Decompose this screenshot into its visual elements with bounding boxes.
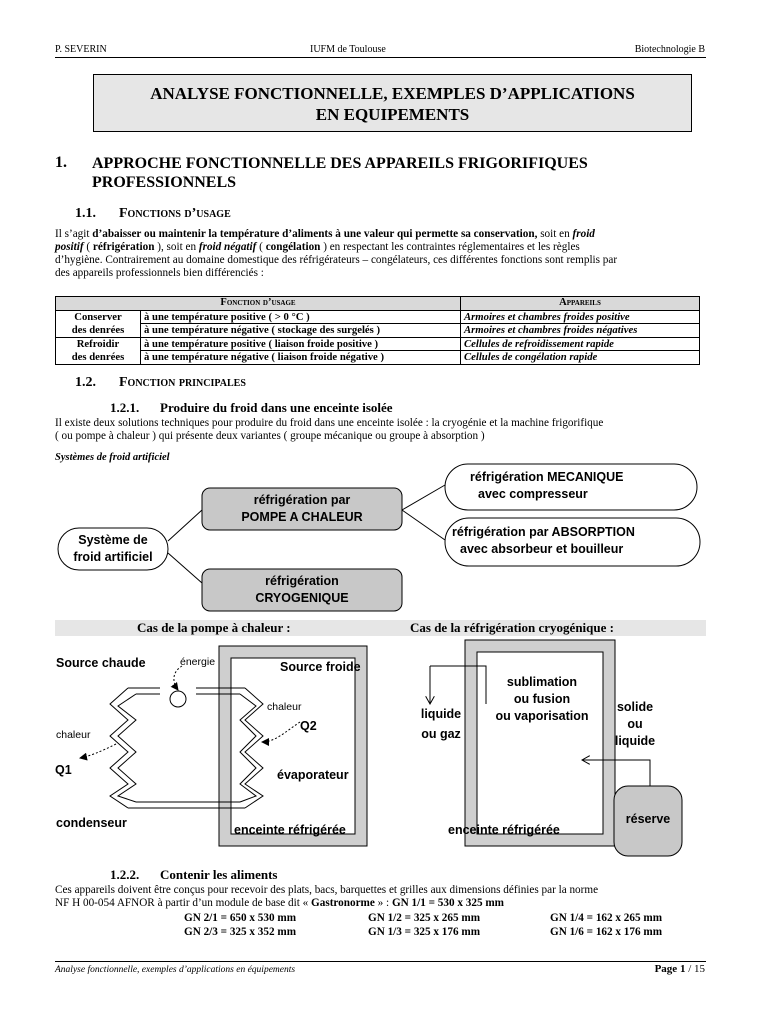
table-row-function: à une température négative ( stockage des surgelés ) xyxy=(141,324,461,338)
label-energie: énergie xyxy=(180,656,216,668)
diagram-caption: Systèmes de froid artificiel xyxy=(55,452,170,463)
text: des appareils professionnels bien différenciés : xyxy=(55,267,264,279)
label-enceinte-heat-pump: enceinte réfrigérée xyxy=(234,823,346,837)
table-header-devices: Appareils xyxy=(461,297,700,311)
label-chaleur-right: chaleur xyxy=(267,701,302,713)
root-node-line-2: froid artificiel xyxy=(73,550,153,564)
energy-arrow xyxy=(174,666,182,690)
compressor-icon xyxy=(170,691,186,707)
gn-size: GN 1/4 = 162 x 265 mm xyxy=(550,912,663,924)
table-row-label: des denrées xyxy=(56,351,141,365)
label-condenseur: condenseur xyxy=(56,816,127,830)
header-author: P. SEVERIN xyxy=(55,44,107,55)
absorption-node-line-1: réfrigération par ABSORPTION xyxy=(452,525,635,539)
heat-pump-node-line-2: POMPE A CHALEUR xyxy=(241,510,363,524)
gn-size: GN 1/2 = 325 x 265 mm xyxy=(368,912,481,924)
text: » : xyxy=(374,897,392,909)
cryogenic-node-line-1: réfrigération xyxy=(265,574,339,588)
text: Il existe deux solutions techniques pour produire du froid dans une enceinte isolée : la cryogénie et la machine frigorifique xyxy=(55,417,604,429)
label-source-chaude: Source chaude xyxy=(56,656,146,670)
section122-title: Contenir les aliments xyxy=(160,867,278,882)
footer-page-total: / 15 xyxy=(685,963,705,975)
heat-pump-enclosure-inner xyxy=(231,658,355,834)
label-solide-liquide-line-3: liquide xyxy=(614,734,656,748)
section1-title-line-2: PROFESSIONNELS xyxy=(92,174,237,191)
footer-rule xyxy=(55,961,706,962)
table-row-function: à une température positive ( liaison froide positive ) xyxy=(141,337,461,351)
section12-title: Fonction principales xyxy=(119,375,246,390)
text-bold: GN 1/1 = 530 x 325 mm xyxy=(391,897,504,909)
footer-page xyxy=(655,963,705,975)
text-bold: Gastronorme xyxy=(311,897,375,909)
text-bold-italic: positif xyxy=(55,241,84,253)
header-subject: Biotechnologie B xyxy=(634,44,705,55)
text: Ces appareils doivent être conçus pour recevoir des plats, bacs, barquettes et grilles aux dimensions définies par la norme xyxy=(55,884,599,896)
text-bold: réfrigération xyxy=(92,241,155,253)
condenser-coil-inner xyxy=(118,694,136,802)
header-institution: IUFM de Toulouse xyxy=(310,44,386,55)
section1-number: 1. xyxy=(55,154,67,171)
case-cryogenic-title: Cas de la réfrigération cryogénique : xyxy=(410,620,614,635)
footer-title: Analyse fonctionnelle, exemples d’applications en équipements xyxy=(55,965,296,975)
table-row-device: Cellules de congélation rapide xyxy=(461,351,700,365)
section121-title: Produire du froid dans une enceinte isolée xyxy=(160,400,393,415)
label-solide-liquide-line-1: solide xyxy=(616,700,654,714)
title-line-2: EN EQUIPEMENTS xyxy=(315,105,470,124)
text-bold: congélation xyxy=(265,241,321,253)
section12-number: 1.2. xyxy=(75,375,96,390)
table-row-label: des denrées xyxy=(56,324,141,338)
label-reserve: réserve xyxy=(625,812,671,826)
table-row-device: Cellules de refroidissement rapide xyxy=(461,337,700,351)
text: d’hygiène. Contrairement au domaine domestique des réfrigérateurs – congélateurs, ces différentes fonctions sont remplis par xyxy=(55,254,618,266)
section122-paragraph xyxy=(55,884,715,910)
text-bold: d’abaisser ou maintenir la température d’aliments à une valeur qui permette sa conservation, xyxy=(92,228,538,240)
label-evaporateur: évaporateur xyxy=(277,768,349,782)
section122-number: 1.2.2. xyxy=(110,867,140,882)
label-q2: Q2 xyxy=(300,719,317,733)
text: NF H 00-054 AFNOR à partir d’un module de base dit « xyxy=(55,897,312,909)
label-chaleur-left: chaleur xyxy=(56,729,91,741)
heat-pump-node-line-1: réfrigération par xyxy=(253,493,351,507)
label-liquide-gaz-line-2: ou gaz xyxy=(421,727,461,741)
text: ( xyxy=(83,241,93,253)
table-row-function: à une température négative ( liaison froide négative ) xyxy=(141,351,461,365)
label-source-froide: Source froide xyxy=(280,660,361,674)
table-row-label: Conserver xyxy=(56,310,141,324)
mechanical-node-line-1: réfrigération MECANIQUE xyxy=(470,470,624,484)
heat-out-arrow xyxy=(80,744,116,758)
table-header-function: Fonction d’usage xyxy=(56,297,461,311)
gn-size: GN 1/3 = 325 x 176 mm xyxy=(368,926,481,938)
table-row-device: Armoires et chambres froides positive xyxy=(461,310,700,324)
text: ), soit en xyxy=(154,241,199,253)
gn-size: GN 1/6 = 162 x 176 mm xyxy=(550,926,663,938)
text: Il s’agit xyxy=(55,228,93,240)
text: ( xyxy=(256,241,266,253)
cryogenic-node-line-2: CRYOGENIQUE xyxy=(255,591,349,605)
label-solide-liquide xyxy=(610,699,660,750)
text: ( ou pompe à chaleur ) qui présente deux variantes ( groupe mécanique ou groupe à absorption ) xyxy=(55,430,485,442)
gn-size: GN 2/1 = 650 x 530 mm xyxy=(184,912,297,924)
text-bold-italic: froid négatif xyxy=(198,241,257,253)
section11-title: Fonctions d’usage xyxy=(119,206,231,221)
label-sublimation xyxy=(487,674,597,725)
title-line-1: ANALYSE FONCTIONNELLE, EXEMPLES D’APPLICATIONS xyxy=(150,84,635,103)
label-liquide-gaz-line-1: liquide xyxy=(420,707,462,721)
label-sublimation-line-1: sublimation xyxy=(506,675,578,689)
section1-title-line-1: APPROCHE FONCTIONNELLE DES APPAREILS FRIGORIFIQUES xyxy=(92,155,588,172)
table-row-device: Armoires et chambres froides négatives xyxy=(461,324,700,338)
absorption-node-line-2: avec absorbeur et bouilleur xyxy=(460,542,624,556)
label-sublimation-line-3: ou vaporisation xyxy=(495,709,589,723)
table-row-label: Refroidir xyxy=(56,337,141,351)
condenser-coil-outer xyxy=(110,688,128,808)
footer-page-label: Page xyxy=(654,963,680,975)
section11-number: 1.1. xyxy=(75,206,96,221)
root-node-line-1: Système de xyxy=(78,533,148,547)
table-row-function: à une température positive ( > 0 °C ) xyxy=(141,310,461,324)
text: ) en respectant les contraintes réglementaires et les règles xyxy=(320,241,580,253)
text: soit en xyxy=(537,228,573,240)
label-solide-liquide-line-2: ou xyxy=(627,717,643,731)
case-heat-pump-title: Cas de la pompe à chaleur : xyxy=(137,620,291,635)
label-enceinte-cryo: enceinte réfrigérée xyxy=(448,823,560,837)
gn-size: GN 2/3 = 325 x 352 mm xyxy=(184,926,297,938)
footer-page-number: 1 xyxy=(679,963,686,975)
text-bold-italic: froid xyxy=(572,228,595,240)
label-q1: Q1 xyxy=(55,763,72,777)
section121-number: 1.2.1. xyxy=(110,400,140,415)
mechanical-node-line-2: avec compresseur xyxy=(478,487,588,501)
label-liquide-gaz xyxy=(416,706,466,743)
label-sublimation-line-2: ou fusion xyxy=(513,692,571,706)
